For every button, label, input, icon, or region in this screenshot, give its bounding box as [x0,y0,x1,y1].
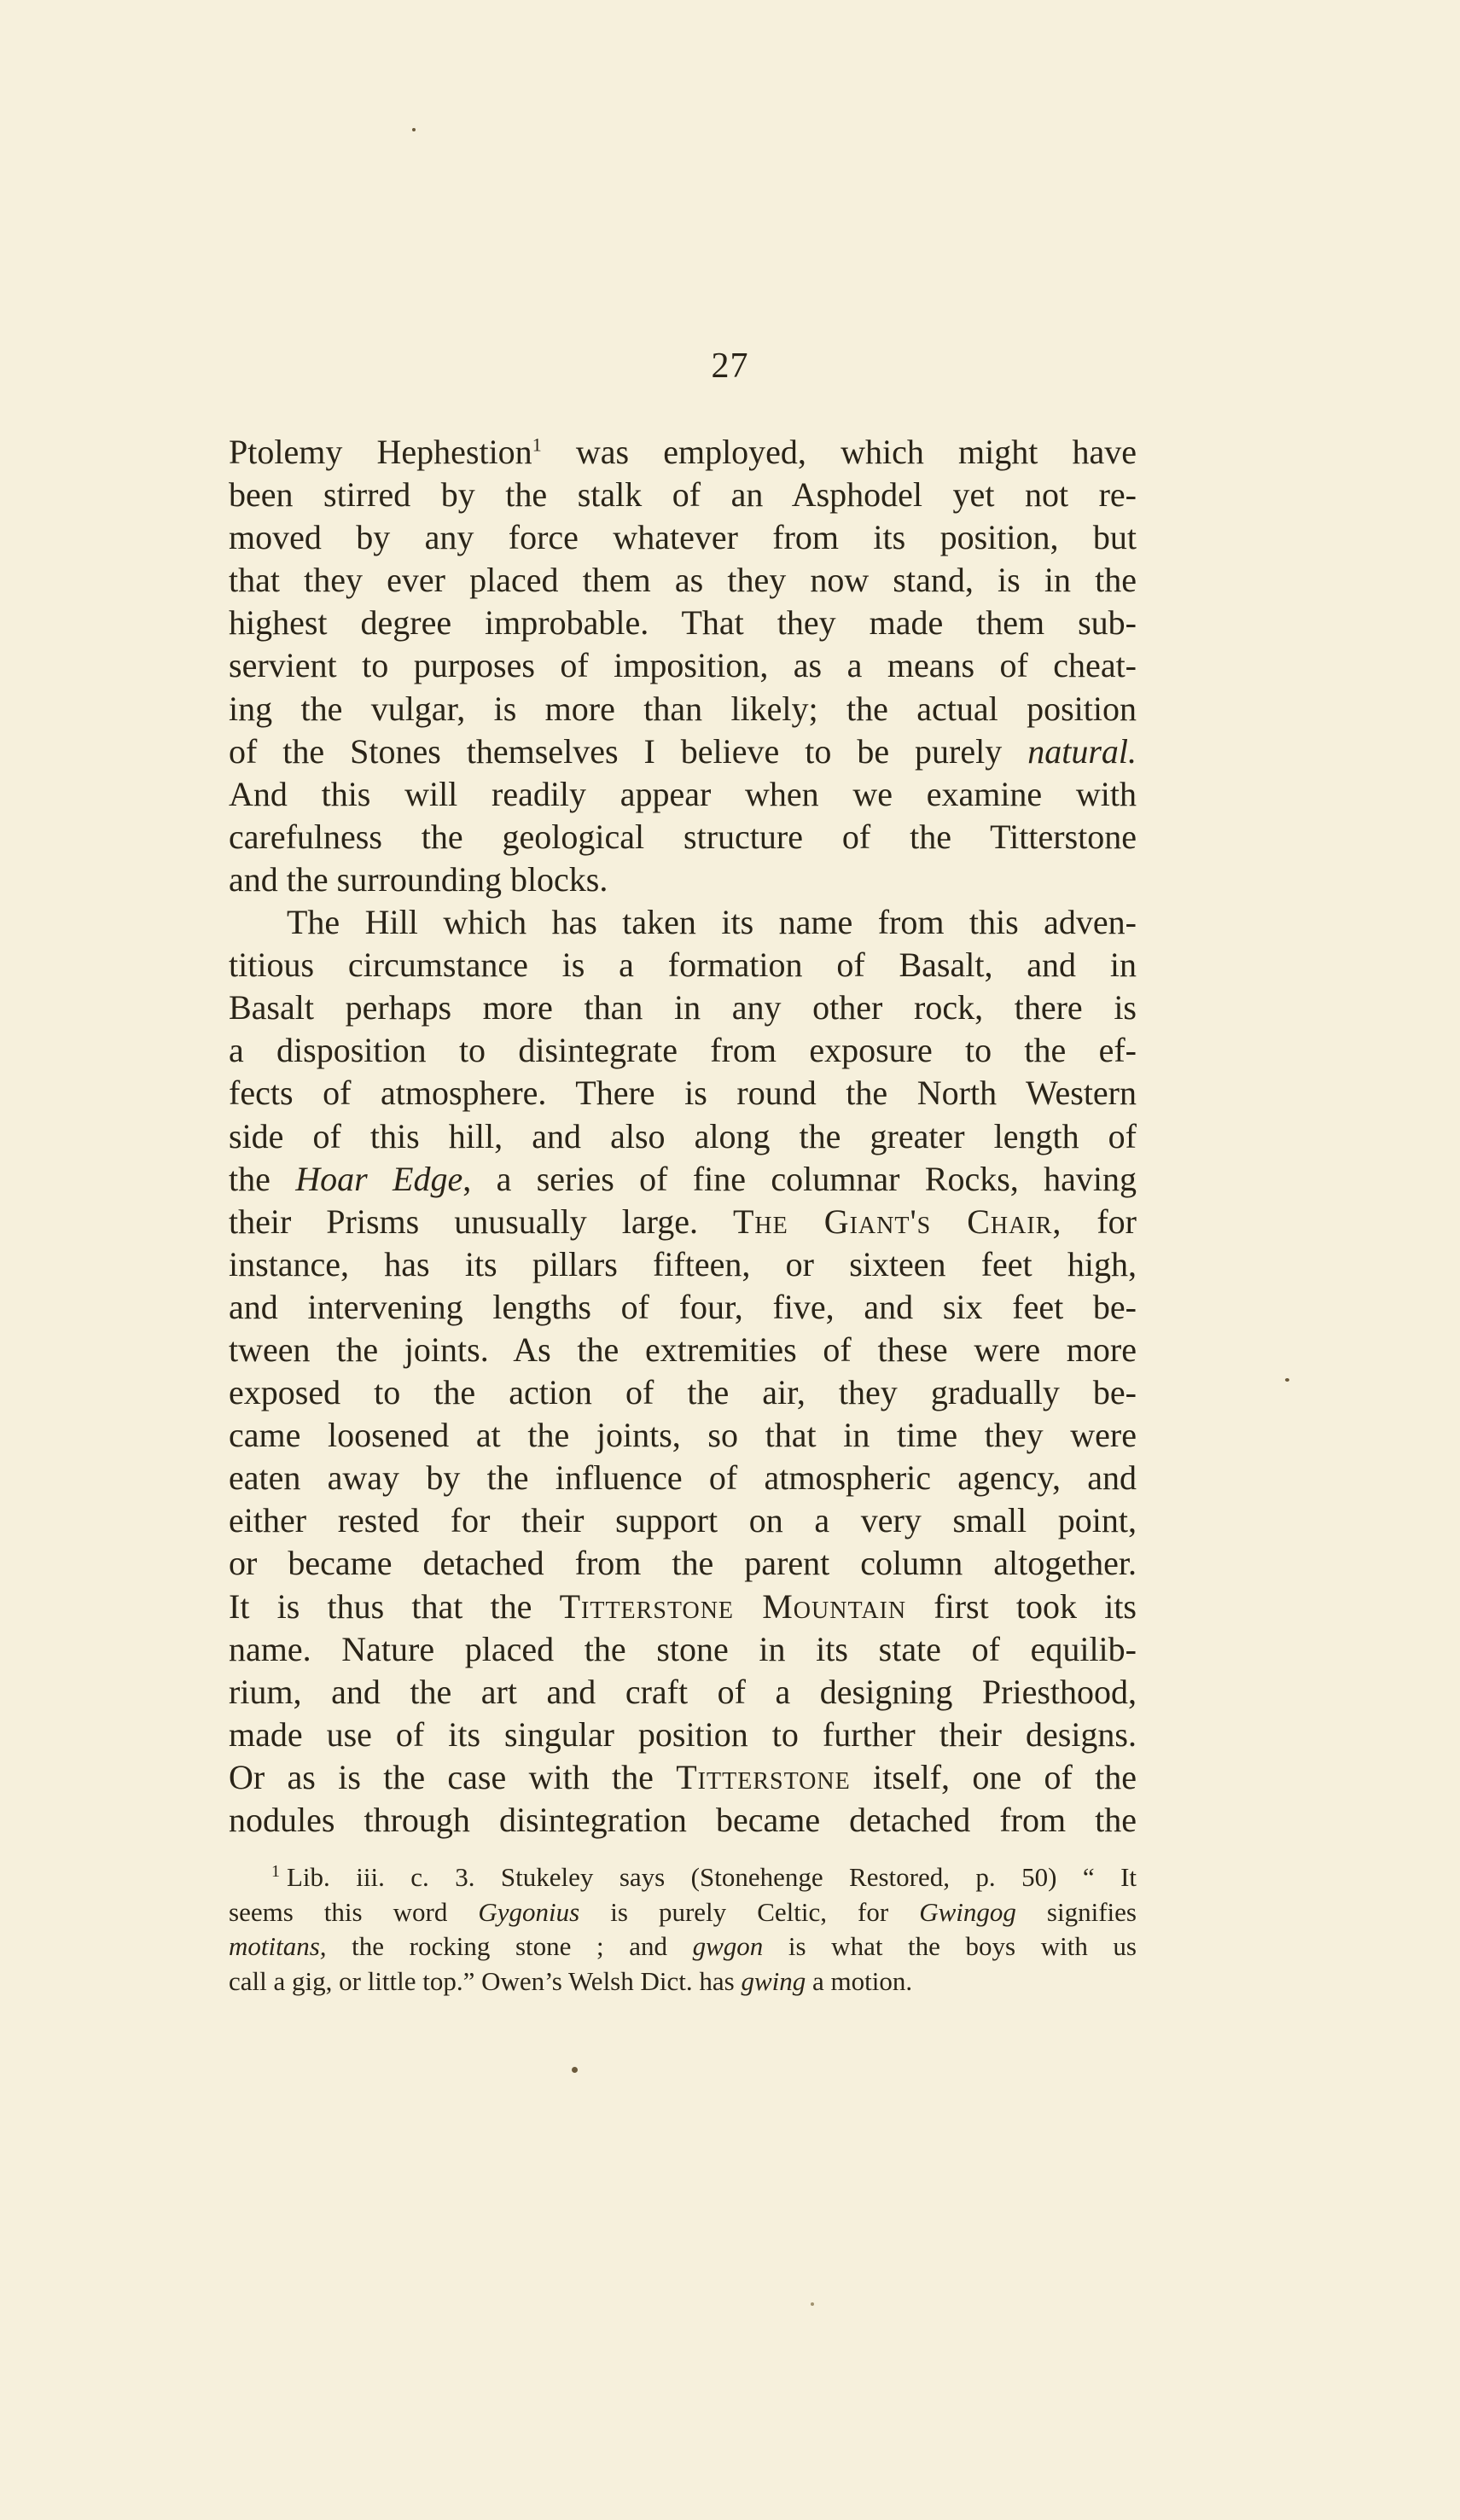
text-run: tween the joints. As the extremities of these were more [229,1330,1137,1369]
text-line [229,773,1137,816]
text-run: a motion. [806,1965,913,1996]
text-run: and the surrounding blocks. [229,859,608,899]
text-line [229,816,1137,858]
text-line [229,1201,1137,1243]
text-run: that they ever placed them as they now stand, is in the [229,561,1137,600]
text-run: came loosened at the joints, so that in time they were [229,1416,1137,1455]
text-run: ing the vulgar, is more than likely; the actual position [229,689,1137,728]
text-run: rium, and the art and craft of a designing Priesthood, [229,1672,1137,1711]
text-run: seems this word [229,1896,479,1927]
paper-speck [1285,1378,1289,1382]
text-run: moved by any force whatever from its position, but [229,518,1137,557]
text-line [229,1158,1137,1201]
text-run: been stirred by the stalk of an Asphodel yet not re- [229,475,1137,515]
text-run: was employed, which might have [541,433,1137,471]
text-run: fects of atmosphere. There is round the North Western [229,1074,1137,1113]
text-run: It is thus that the [229,1586,560,1626]
text-run: is purely Celtic, for [579,1896,920,1927]
text-line [229,1029,1137,1072]
text-line [229,431,1137,474]
text-run: The Giant's Chair, [732,1202,1062,1241]
text-run: Gygonius [478,1896,580,1927]
text-run: Titterstone [676,1757,851,1796]
text-line [229,644,1137,687]
text-run: highest degree improbable. That they made them sub- [229,603,1137,643]
text-run: titious circumstance is a formation of Basalt, and in [229,946,1137,985]
text-line [229,602,1137,644]
text-line [229,858,1137,901]
footnote-marker: 1 [532,434,542,456]
text-run: Titterstone Mountain [559,1586,907,1626]
text-run: signifies [1015,1896,1137,1927]
text-run: first took its [906,1586,1137,1626]
body-text [229,431,1137,1842]
text-line [229,1329,1137,1371]
text-run: natural. [1027,731,1137,771]
text-run: gwing [741,1965,806,1996]
text-line [229,1799,1137,1842]
text-line [229,901,1137,944]
text-run: eaten away by the influence of atmospheric agency, and [229,1458,1137,1498]
text-run: the rocking stone ; and [326,1931,693,1961]
footnote-line [229,1860,1137,1895]
footnote-marker: 1 [271,1861,280,1881]
text-line [229,1542,1137,1585]
text-run: a disposition to disintegrate from exposure to the ef- [229,1031,1137,1070]
text-run: And this will readily appear when we examine with [229,774,1137,813]
text-line [229,1414,1137,1457]
text-run: Or as is the case with the [229,1757,677,1796]
text-line [229,1457,1137,1499]
text-line [229,1628,1137,1671]
text-run: for [1062,1202,1137,1241]
text-run: gwgon [692,1931,764,1961]
footnote-line [229,1929,1137,1964]
text-run: either rested for their support on a very small point, [229,1501,1137,1540]
text-line [229,986,1137,1029]
text-run: The Hill which has taken its name from this adven- [287,903,1137,942]
text-run: Gwingog [919,1896,1016,1927]
text-line [229,730,1137,773]
text-run: Ptolemy Hephestion [229,433,532,471]
footnote-line [229,1895,1137,1930]
text-run: or became detached from the parent column altogether. [229,1544,1137,1583]
text-line [229,1115,1137,1158]
text-run: of the Stones themselves I believe to be purely [229,731,1028,771]
text-line [229,516,1137,559]
text-run: the [229,1159,296,1198]
text-run: Hoar Edge [295,1159,463,1198]
paper-speck [811,2302,814,2306]
footnote-line [229,1964,1137,1999]
text-line [229,1586,1137,1628]
text-run: motitans, [229,1931,327,1961]
text-run: , a series of fine columnar Rocks, having [462,1159,1137,1198]
text-run: exposed to the action of the air, they gradually be- [229,1373,1137,1412]
text-line [229,1243,1137,1286]
text-line [229,1371,1137,1414]
text-run: nodules through disintegration became detached from the [229,1801,1137,1839]
text-line [229,1072,1137,1115]
text-line [229,1714,1137,1756]
text-run: is what the boys with us [763,1931,1137,1961]
paper-speck [572,2067,578,2073]
text-line [229,1499,1137,1542]
paper-speck [412,128,416,131]
text-run: Lib. iii. c. 3. Stukeley says (Stonehenge Restored, p. 50) “ It [287,1862,1137,1892]
footnotes [229,1860,1137,1999]
text-line [229,1286,1137,1329]
text-run: call a gig, or little top.” Owen’s Welsh Dict. has [229,1965,742,1996]
text-run: Basalt perhaps more than in any other rock, there is [229,988,1137,1027]
text-run: name. Nature placed the stone in its state of equilib- [229,1629,1137,1668]
page-number: 27 [711,346,749,386]
text-line [229,559,1137,602]
text-run: instance, has its pillars fifteen, or sixteen feet high, [229,1244,1137,1283]
text-run: servient to purposes of imposition, as a means of cheat- [229,646,1137,685]
text-line [229,1756,1137,1799]
text-run: itself, one of the [850,1757,1137,1796]
text-run: side of this hill, and also along the greater length of [229,1116,1137,1155]
text-line [229,1671,1137,1714]
text-line [229,474,1137,516]
text-run: and intervening lengths of four, five, and six feet be- [229,1287,1137,1326]
text-run: made use of its singular position to further their designs. [229,1714,1137,1754]
text-line [229,944,1137,986]
text-line [229,688,1137,730]
text-run: their Prisms unusually large. [229,1202,733,1241]
text-run: carefulness the geological structure of the Titterstone [229,817,1137,856]
